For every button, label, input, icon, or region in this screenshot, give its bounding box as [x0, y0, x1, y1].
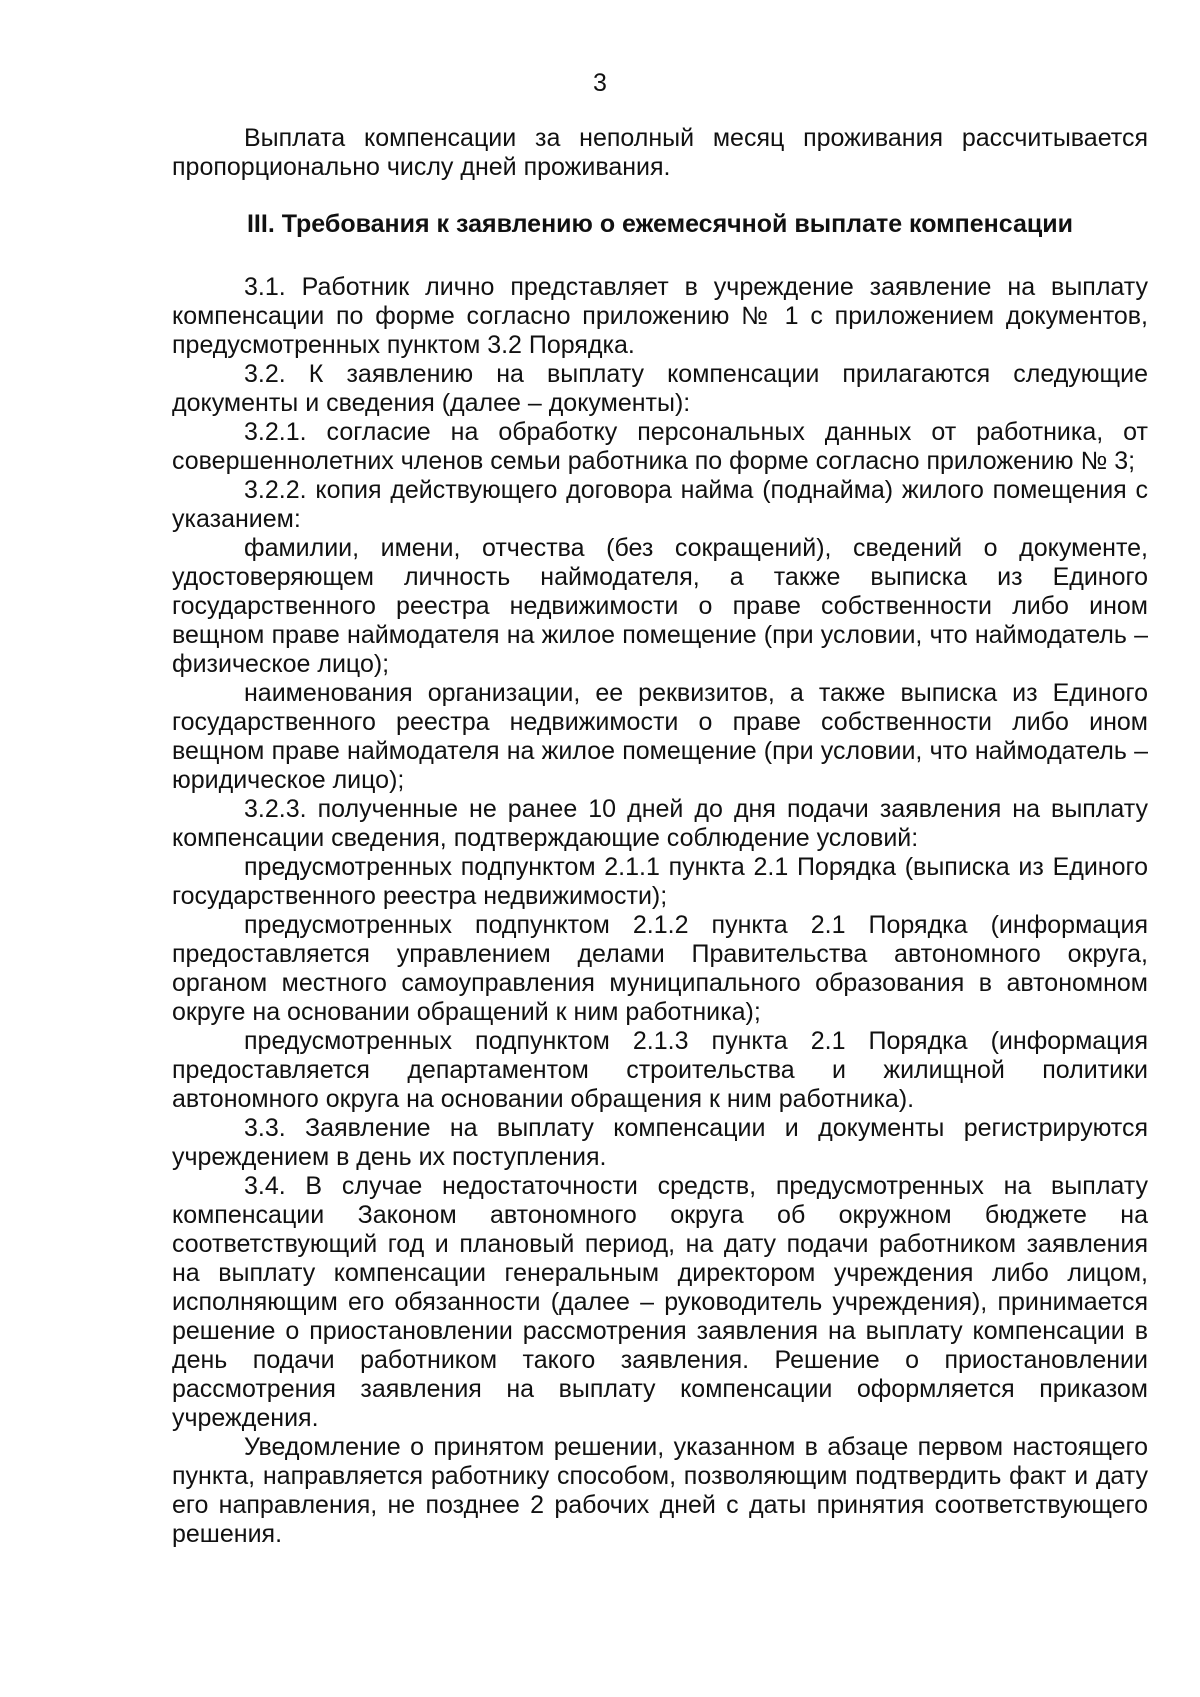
paragraph-3-2-2-legal-entity: наименования организации, ее реквизитов, а также выписка из Единого государственного реестра недвижимости о праве собственности либо ином вещном праве наймодателя на жилое помещение (при условии, что наймодатель – юридическое лицо); — [172, 679, 1148, 794]
spacer — [172, 239, 1148, 273]
paragraph-3-2-3-item-3: предусмотренных подпунктом 2.1.3 пункта 2.1 Порядка (информация предоставляется департаментом строительства и жилищной политики автономного округа на основании обращения к ним работника). — [172, 1027, 1148, 1113]
document-body — [172, 124, 1148, 1549]
paragraph-notification: Уведомление о принятом решении, указанном в абзаце первом настоящего пункта, направляется работнику способом, позволяющим подтвердить факт и дату его направления, не позднее 2 рабочих дней с даты принятия соответствующего решения. — [172, 1433, 1148, 1548]
paragraph-3-2-3: 3.2.3. полученные не ранее 10 дней до дня подачи заявления на выплату компенсации сведения, подтверждающие соблюдение условий: — [172, 795, 1148, 852]
paragraph-3-2: 3.2. К заявлению на выплату компенсации прилагаются следующие документы и сведения (далее – документы): — [172, 360, 1148, 417]
page-number: 3 — [593, 69, 607, 97]
spacer — [172, 182, 1148, 210]
paragraph-3-2-1: 3.2.1. согласие на обработку персональных данных от работника, от совершеннолетних членов семьи работника по форме согласно приложению № 3; — [172, 418, 1148, 475]
section-title: III. Требования к заявлению о ежемесячной выплате компенсации — [246, 210, 1073, 238]
paragraph-3-2-3-item-1: предусмотренных подпунктом 2.1.1 пункта 2.1 Порядка (выписка из Единого государственного реестра недвижимости); — [172, 853, 1148, 910]
intro-paragraph: Выплата компенсации за неполный месяц проживания рассчитывается пропорционально числу дней проживания. — [172, 124, 1148, 181]
paragraph-3-1: 3.1. Работник лично представляет в учреждение заявление на выплату компенсации по форме согласно приложению № 1 с приложением документов, предусмотренных пунктом 3.2 Порядка. — [172, 273, 1148, 359]
paragraph-3-3: 3.3. Заявление на выплату компенсации и документы регистрируются учреждением в день их поступления. — [172, 1114, 1148, 1171]
paragraph-3-2-2: 3.2.2. копия действующего договора найма (поднайма) жилого помещения с указанием: — [172, 476, 1148, 533]
paragraph-3-2-3-item-2: предусмотренных подпунктом 2.1.2 пункта 2.1 Порядка (информация предоставляется управлением делами Правительства автономного округа, органом местного самоуправления муниципального образования в автономном округе на основании обращений к ним работника); — [172, 911, 1148, 1026]
paragraph-3-4: 3.4. В случае недостаточности средств, предусмотренных на выплату компенсации Законом автономного округа об окружном бюджете на соответствующий год и плановый период, на дату подачи работником заявления на выплату компенсации генеральным директором учреждения либо лицом, исполняющим его обязанности (далее – руководитель учреждения), принимается решение о приостановлении рассмотрения заявления на выплату компенсации в день подачи работником такого заявления. Решение о приостановлении рассмотрения заявления на выплату компенсации оформляется приказом учреждения. — [172, 1172, 1148, 1432]
paragraph-3-2-2-individual: фамилии, имени, отчества (без сокращений), сведений о документе, удостоверяющем личность наймодателя, а также выписка из Единого государственного реестра недвижимости о праве собственности либо ином вещном праве наймодателя на жилое помещение (при условии, что наймодатель – физическое лицо); — [172, 534, 1148, 678]
